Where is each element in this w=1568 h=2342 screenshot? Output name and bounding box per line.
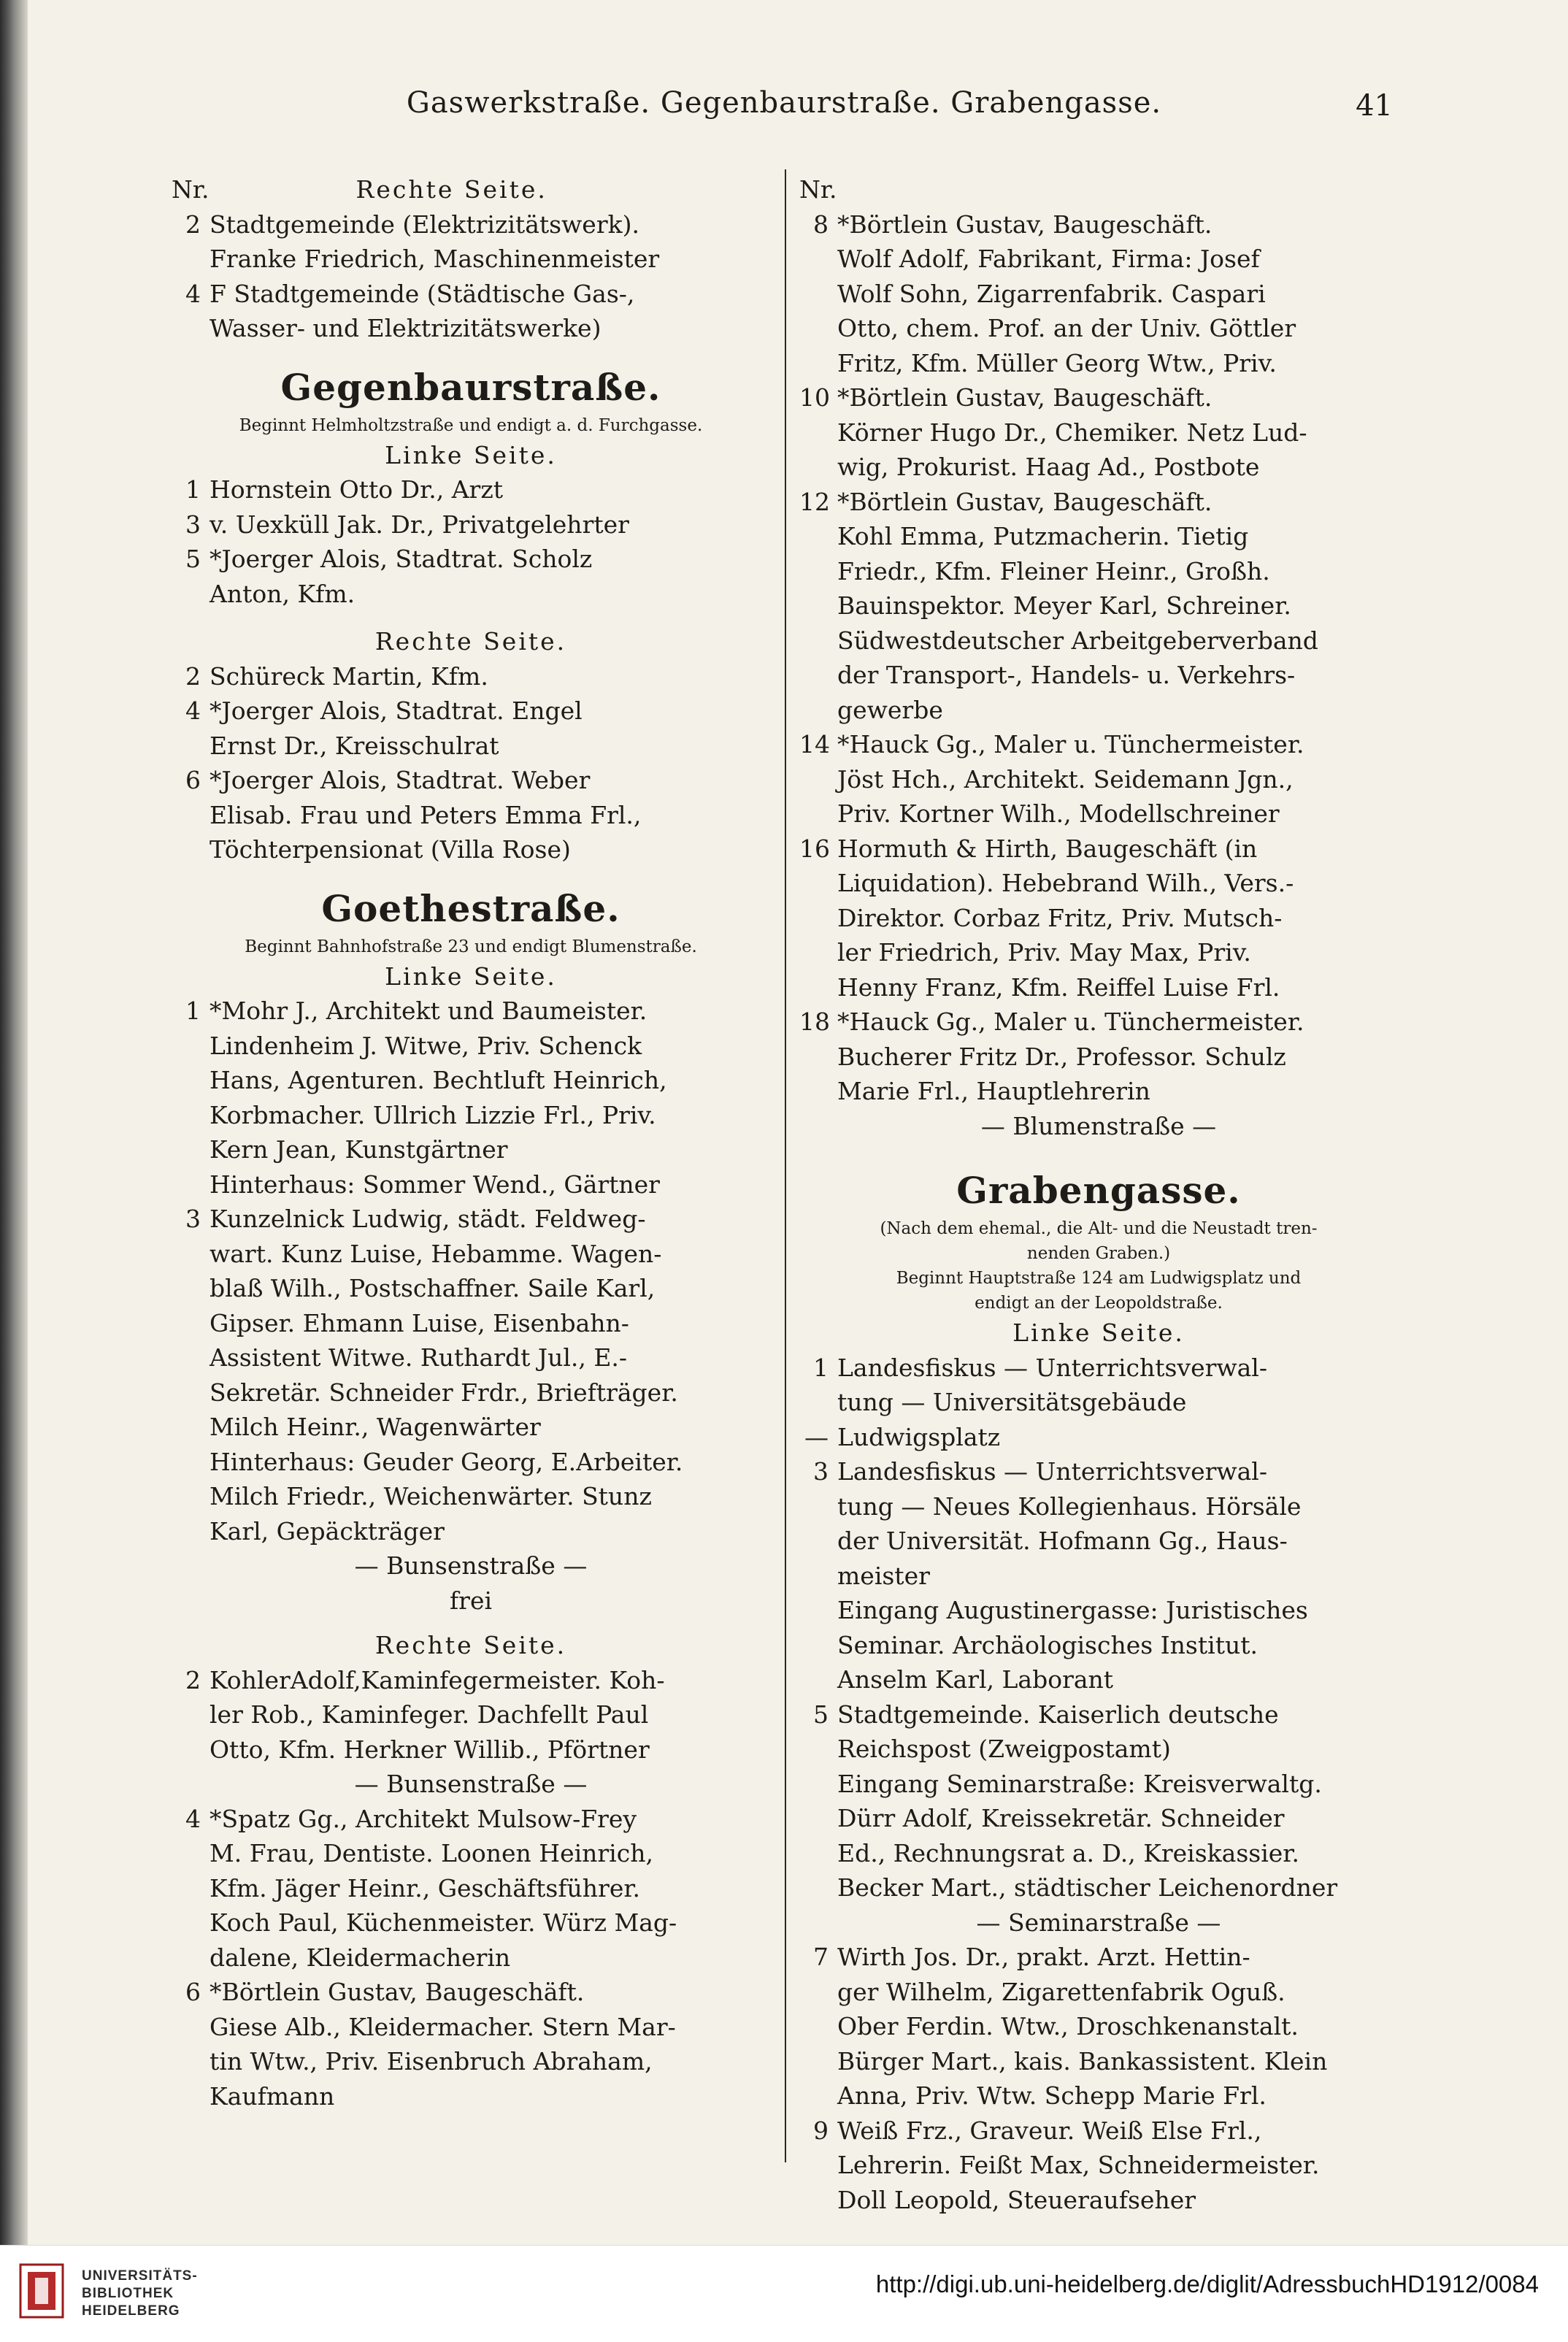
directory-entry-line <box>799 901 1398 936</box>
entry-text: Friedr., Kfm. Fleiner Heinr., Großh. <box>837 556 1270 586</box>
entry-text: Stadtgemeinde. Kaiserlich deutsche <box>837 1700 1279 1729</box>
entry-text: Hinterhaus: Sommer Wend., Gärtner <box>210 1170 660 1199</box>
directory-entry-line <box>172 1167 770 1202</box>
directory-entry-line <box>172 1132 770 1167</box>
directory-entry-line <box>172 1663 770 1698</box>
section-heading: Linke Seite. <box>1012 1318 1185 1347</box>
house-number: 5 <box>813 1700 829 1729</box>
house-number: 1 <box>813 1353 829 1382</box>
directory-entry-line <box>799 658 1398 693</box>
entry-text: *Hauck Gg., Maler u. Tünchermeister. <box>837 1007 1304 1036</box>
entry-text: Jöst Hch., Architekt. Seidemann Jgn., <box>837 764 1294 794</box>
house-number: 4 <box>185 1804 201 1833</box>
directory-entry-line <box>799 1628 1398 1663</box>
cross-street: — Bunsenstraße — <box>354 1551 588 1580</box>
entry-text: dalene, Kleidermacherin <box>210 1943 511 1972</box>
house-number: 6 <box>185 766 201 794</box>
directory-entry-line <box>799 519 1398 554</box>
directory-entry-line <box>799 796 1398 832</box>
directory-entry-line <box>799 970 1398 1005</box>
street-note: endigt an der Leopoldstraße. <box>975 1294 1223 1313</box>
entry-text: gewerbe <box>837 695 943 724</box>
entry-text: *Hauck Gg., Maler u. Tünchermeister. <box>837 730 1304 759</box>
entry-text: Lindenheim J. Witwe, Priv. Schenck <box>210 1031 642 1060</box>
directory-entry-line <box>799 2044 1398 2079</box>
directory-entry-line <box>172 1375 770 1410</box>
nr-label: Nr. <box>799 175 837 204</box>
directory-entry-line <box>799 1940 1398 1975</box>
entry-text: Ober Ferdin. Wtw., Droschkenanstalt. <box>837 2012 1299 2040</box>
entry-text: *Joerger Alois, Stadtrat. Weber <box>210 766 591 794</box>
directory-entry-line <box>799 2009 1398 2044</box>
directory-entry-line <box>172 577 770 612</box>
street-note: Beginnt Helmholtzstraße und endigt a. d. Furchgasse. <box>239 415 703 435</box>
entry-text: Reichspost (Zweigpostamt) <box>837 1735 1171 1763</box>
house-number: 10 <box>799 383 830 412</box>
directory-entry-line <box>799 1593 1398 1628</box>
entry-text: Wirth Jos. Dr., prakt. Arzt. Hettin- <box>837 1943 1250 1971</box>
directory-entry-line <box>172 1098 770 1133</box>
entry-text: ler Rob., Kaminfeger. Dachfellt Paul <box>210 1700 649 1729</box>
house-number: 7 <box>813 1943 829 1971</box>
entry-text: Kaufmann <box>210 2081 335 2111</box>
directory-entry-line <box>172 1802 770 1837</box>
free-lot: frei <box>449 1586 493 1615</box>
entry-text: tung — Neues Kollegienhaus. Hörsäle <box>837 1491 1302 1521</box>
entry-text: Kohl Emma, Putzmacherin. Tietig <box>837 522 1249 550</box>
entry-text: blaß Wilh., Postschaffner. Saile Karl, <box>210 1274 656 1302</box>
section-heading: Linke Seite. <box>385 440 557 469</box>
entry-text: *Börtlein Gustav, Baugeschäft. <box>837 383 1212 412</box>
directory-entry-line <box>172 1732 770 1767</box>
entry-text: Kern Jean, Kunstgärtner <box>210 1135 508 1164</box>
entry-text: *Spatz Gg., Architekt Mulsow-Frey <box>210 1804 637 1833</box>
directory-entry-line <box>799 1836 1398 1871</box>
directory-entry-line <box>172 2010 770 2045</box>
street-note: Beginnt Hauptstraße 124 am Ludwigsplatz und <box>896 1269 1302 1288</box>
entry-text: KohlerAdolf,Kaminfegermeister. Koh- <box>210 1665 665 1694</box>
entry-text: Anselm Karl, Laborant <box>837 1665 1114 1694</box>
entry-text: Becker Mart., städtischer Leichenordner <box>837 1873 1338 1902</box>
entry-text: Ernst Dr., Kreisschulrat <box>210 731 499 760</box>
entry-text: Direktor. Corbaz Fritz, Priv. Mutsch- <box>837 903 1283 932</box>
running-head: Gaswerkstraße. Gegenbaurstraße. Grabengasse. <box>406 86 1162 120</box>
house-number: 1 <box>185 997 201 1025</box>
entry-text: Wolf Adolf, Fabrikant, Firma: Josef <box>837 245 1260 273</box>
directory-entry-line <box>799 1489 1398 1524</box>
entry-text: Kfm. Jäger Heinr., Geschäftsführer. <box>210 1873 641 1903</box>
directory-entry-line <box>172 1271 770 1306</box>
entry-text: M. Frau, Dentiste. Loonen Heinrich, <box>210 1839 653 1867</box>
entry-text: *Joerger Alois, Stadtrat. Engel <box>210 696 583 725</box>
entry-text: Priv. Kortner Wilh., Modellschreiner <box>837 799 1280 828</box>
street-title: Grabengasse. <box>956 1169 1241 1212</box>
directory-entry-line <box>799 242 1398 277</box>
directory-entry-line <box>172 207 770 242</box>
directory-entry-line <box>172 763 770 798</box>
entry-text: Bucherer Fritz Dr., Professor. Schulz <box>837 1042 1286 1071</box>
directory-entry-line <box>799 380 1398 415</box>
directory-entry-line <box>172 1029 770 1064</box>
entry-text: Lehrerin. Feißt Max, Schneidermeister. <box>837 2151 1320 2179</box>
book-spine-edge <box>0 0 28 2341</box>
house-number: 2 <box>185 661 201 691</box>
house-number: 6 <box>185 1978 201 2006</box>
entry-text: Koch Paul, Küchenmeister. Würz Mag- <box>210 1908 677 1937</box>
entry-text: Anna, Priv. Wtw. Schepp Marie Frl. <box>837 2081 1267 2110</box>
directory-entry-line <box>172 1514 770 1549</box>
entry-text: Marie Frl., Hauptlehrerin <box>837 1077 1150 1105</box>
entry-text: Henny Franz, Kfm. Reiffel Luise Frl. <box>837 972 1280 1002</box>
entry-text: Sekretär. Schneider Frdr., Briefträger. <box>210 1378 678 1407</box>
section-heading: Rechte Seite. <box>356 175 547 204</box>
house-number: 5 <box>185 545 201 573</box>
house-number: 9 <box>813 2116 829 2145</box>
directory-entry-line <box>172 1445 770 1480</box>
cross-street: — Seminarstraße — <box>976 1908 1221 1937</box>
entry-text: Hormuth & Hirth, Baugeschäft (in <box>837 834 1258 863</box>
entry-text: v. Uexküll Jak. Dr., Privatgelehrter <box>210 510 629 539</box>
entry-text: Eingang Augustinergasse: Juristisches <box>837 1596 1308 1624</box>
left-column-header <box>172 172 770 207</box>
directory-entry-line <box>799 866 1398 901</box>
entry-text: Giese Alb., Kleidermacher. Stern Mar- <box>210 2012 676 2041</box>
section-heading: Rechte Seite. <box>374 1631 567 1659</box>
house-number: 18 <box>799 1007 830 1036</box>
directory-entry-line <box>172 1306 770 1341</box>
directory-entry-line <box>172 994 770 1029</box>
directory-entry-line <box>799 2078 1398 2113</box>
directory-entry-line <box>172 832 770 867</box>
entry-text: Milch Heinr., Wagenwärter <box>210 1413 541 1441</box>
entry-text: Südwestdeutscher Arbeitgeberverband <box>837 626 1318 655</box>
graben-lines-b <box>799 1940 1398 2217</box>
entry-text: *Joerger Alois, Stadtrat. Scholz <box>210 545 593 573</box>
directory-entry-line <box>172 1410 770 1445</box>
entry-text: Ludwigsplatz <box>837 1422 1001 1451</box>
entry-text: Landesfiskus — Unterrichtsverwal- <box>837 1457 1268 1486</box>
directory-entry-line <box>172 1202 770 1237</box>
directory-entry-line <box>172 2044 770 2079</box>
entry-text: Eingang Seminarstraße: Kreisverwaltg. <box>837 1769 1322 1798</box>
entry-text: *Börtlein Gustav, Baugeschäft. <box>837 487 1212 516</box>
directory-entry-line <box>799 935 1398 970</box>
directory-entry-line <box>172 798 770 833</box>
directory-entry-line <box>799 207 1398 242</box>
directory-entry-line <box>799 623 1398 659</box>
directory-entry-line <box>172 729 770 764</box>
directory-entry-line <box>172 472 770 507</box>
house-number: 8 <box>813 210 829 239</box>
house-number: 3 <box>813 1457 829 1486</box>
source-url-link[interactable]: http://digi.ub.uni-heidelberg.de/diglit/AdressbuchHD1912/0084 <box>875 2270 1539 2297</box>
entry-text: Landesfiskus — Unterrichtsverwal- <box>837 1353 1268 1382</box>
directory-entry-line <box>799 727 1398 762</box>
entry-text: meister <box>837 1561 930 1590</box>
directory-entry-line <box>799 1074 1398 1109</box>
entry-text: Körner Hugo Dr., Chemiker. Netz Lud- <box>837 418 1307 447</box>
page-number: 41 <box>1356 89 1393 123</box>
cross-street: — Blumenstraße — <box>980 1111 1217 1140</box>
entry-text: Elisab. Frau und Peters Emma Frl., <box>210 800 642 829</box>
house-number: 14 <box>799 730 830 759</box>
column-divider <box>785 169 786 2162</box>
entry-text: Otto, Kfm. Herkner Willib., Pförtner <box>210 1735 650 1764</box>
entry-text: Anton, Kfm. <box>210 579 356 608</box>
house-number: 12 <box>799 487 830 516</box>
entry-text: wart. Kunz Luise, Hebamme. Wagen- <box>210 1239 662 1268</box>
directory-entry-line <box>172 311 770 346</box>
footer-bar <box>0 2245 1568 2342</box>
directory-entry-line <box>172 277 770 312</box>
right-column-header <box>799 172 1398 207</box>
house-number: 2 <box>185 210 201 239</box>
directory-entry-line <box>172 542 770 577</box>
directory-entry-line <box>799 1975 1398 2010</box>
entry-text: Hinterhaus: Geuder Georg, E.Arbeiter. <box>210 1447 683 1476</box>
entry-text: Doll Leopold, Steueraufseher <box>837 2185 1196 2214</box>
entry-text: Wolf Sohn, Zigarrenfabrik. Caspari <box>837 279 1266 308</box>
directory-entry-line <box>799 832 1398 867</box>
directory-entry-line <box>799 1662 1398 1697</box>
entry-text: tung — Universitätsgebäude <box>837 1388 1187 1416</box>
directory-entry-line <box>799 346 1398 381</box>
house-number: 1 <box>185 475 201 504</box>
directory-entry-line <box>799 485 1398 520</box>
graben-lines-a <box>799 1351 1398 1905</box>
entry-text: *Börtlein Gustav, Baugeschäft. <box>210 1978 585 2006</box>
directory-entry-line <box>799 693 1398 728</box>
cross-street: — Bunsenstraße — <box>354 1770 588 1798</box>
directory-entry-line <box>799 415 1398 450</box>
directory-entry-line <box>799 1870 1398 1905</box>
directory-entry-line <box>172 1697 770 1732</box>
entry-text: Otto, chem. Prof. an der Univ. Göttler <box>837 314 1296 342</box>
directory-entry-line <box>799 1005 1398 1040</box>
entry-text: Assistent Witwe. Ruthardt Jul., E.- <box>210 1343 628 1372</box>
left-column <box>172 172 770 2113</box>
directory-entry-line <box>799 1697 1398 1732</box>
entry-text: Weiß Frz., Graveur. Weiß Else Frl., <box>837 2116 1262 2145</box>
directory-entry-line <box>799 1767 1398 1802</box>
page-header <box>0 86 1568 130</box>
house-number: 4 <box>185 696 201 725</box>
entry-text: Gipser. Ehmann Luise, Eisenbahn- <box>210 1308 629 1337</box>
entry-text: wig, Prokurist. Haag Ad., Postbote <box>837 453 1260 481</box>
house-number: — <box>804 1422 829 1451</box>
entry-text: Kunzelnick Ludwig, städt. Feldweg- <box>210 1205 646 1233</box>
entry-text: Schüreck Martin, Kfm. <box>210 661 488 691</box>
directory-entry-line <box>172 1479 770 1514</box>
section-heading: Rechte Seite. <box>374 627 567 656</box>
directory-entry-line <box>799 1559 1398 1594</box>
directory-entry-line <box>799 311 1398 346</box>
entry-text: der Universität. Hofmann Gg., Haus- <box>837 1527 1288 1555</box>
street-title: Goethestraße. <box>321 886 620 930</box>
entry-text: F Stadtgemeinde (Städtische Gas-, <box>210 279 635 308</box>
directory-entry-line <box>799 762 1398 797</box>
goethe-continued-lines <box>799 207 1398 1109</box>
directory-entry-line <box>799 588 1398 623</box>
directory-entry-line <box>799 2183 1398 2218</box>
directory-entry-line <box>799 554 1398 589</box>
goethe-right-lines-2 <box>172 1802 770 2114</box>
entry-text: Milch Friedr., Weichenwärter. Stunz <box>210 1482 652 1510</box>
goethe-right-lines <box>172 1663 770 1767</box>
house-number: 4 <box>185 279 201 308</box>
goethe-left-lines <box>172 994 770 1548</box>
directory-entry-line <box>172 1063 770 1098</box>
nr-label: Nr. <box>172 175 210 204</box>
street-note: nenden Graben.) <box>1026 1244 1171 1263</box>
directory-entry-line <box>799 1385 1398 1420</box>
house-number: 2 <box>185 1665 201 1694</box>
directory-entry-line <box>799 1040 1398 1075</box>
directory-entry-line <box>799 1351 1398 1386</box>
street-note: Beginnt Bahnhofstraße 23 und endigt Blumenstraße. <box>245 937 697 956</box>
entry-text: Seminar. Archäologisches Institut. <box>837 1630 1258 1659</box>
right-column <box>799 172 1398 2217</box>
street-note: (Nach dem ehemal., die Alt- und die Neustadt tren- <box>880 1219 1318 1238</box>
gegenbaur-left-lines <box>172 472 770 611</box>
section-heading: Linke Seite. <box>385 961 557 991</box>
directory-entry-line <box>172 242 770 277</box>
entry-text: Liquidation). Hebebrand Wilh., Vers.- <box>837 869 1294 897</box>
directory-entry-line <box>172 694 770 729</box>
gaswerk-lines <box>172 207 770 346</box>
university-seal-icon <box>18 2262 66 2320</box>
house-number: 16 <box>799 834 830 863</box>
directory-entry-line <box>172 1940 770 1976</box>
entry-text: tin Wtw., Priv. Eisenbruch Abraham, <box>210 2047 653 2076</box>
directory-entry-line <box>172 507 770 542</box>
house-number: 3 <box>185 1205 201 1233</box>
entry-text: *Börtlein Gustav, Baugeschäft. <box>837 210 1212 239</box>
entry-text: Dürr Adolf, Kreissekretär. Schneider <box>837 1804 1285 1832</box>
street-title: Gegenbaurstraße. <box>280 365 661 409</box>
directory-entry-line <box>799 450 1398 485</box>
directory-entry-line <box>799 2113 1398 2149</box>
entry-text: Ed., Rechnungsrat a. D., Kreiskassier. <box>837 1838 1299 1867</box>
directory-entry-line <box>799 277 1398 312</box>
entry-text: Töchterpensionat (Villa Rose) <box>210 835 571 864</box>
directory-entry-line <box>172 1340 770 1375</box>
entry-text: Fritz, Kfm. Müller Georg Wtw., Priv. <box>837 348 1277 377</box>
entry-text: Franke Friedrich, Maschinenmeister <box>210 245 660 273</box>
entry-text: Bürger Mart., kais. Bankassistent. Klein <box>837 2046 1328 2076</box>
directory-entry-line <box>799 1732 1398 1767</box>
directory-entry-line <box>172 1905 770 1940</box>
directory-entry-line <box>799 2148 1398 2183</box>
entry-text: Bauinspektor. Meyer Karl, Schreiner. <box>837 591 1291 620</box>
directory-entry-line <box>799 1454 1398 1489</box>
entry-text: Hornstein Otto Dr., Arzt <box>210 475 503 504</box>
directory-entry-line <box>172 1975 770 2010</box>
house-number: 3 <box>185 510 201 539</box>
entry-text: ler Friedrich, Priv. May Max, Priv. <box>837 938 1251 967</box>
directory-entry-line <box>172 1871 770 1906</box>
entry-text: Wasser- und Elektrizitätswerke) <box>210 314 602 342</box>
entry-text: Stadtgemeinde (Elektrizitätswerk). <box>210 210 639 239</box>
directory-entry-line <box>799 1420 1398 1455</box>
directory-entry-line <box>172 1237 770 1272</box>
entry-text: Hans, Agenturen. Bechtluft Heinrich, <box>210 1066 667 1094</box>
entry-text: *Mohr J., Architekt und Baumeister. <box>210 997 647 1025</box>
directory-entry-line <box>172 2079 770 2114</box>
entry-text: ger Wilhelm, Zigarettenfabrik Oguß. <box>837 1977 1285 2006</box>
gegenbaur-right-lines <box>172 659 770 867</box>
directory-entry-line <box>172 659 770 694</box>
directory-entry-line <box>799 1801 1398 1836</box>
library-name: UNIVERSITÄTS- BIBLIOTHEK HEIDELBERG <box>82 2268 198 2319</box>
entry-text: Karl, Gepäckträger <box>210 1516 445 1546</box>
directory-entry-line <box>172 1836 770 1871</box>
entry-text: Korbmacher. Ullrich Lizzie Frl., Priv. <box>210 1100 656 1129</box>
entry-text: der Transport-, Handels- u. Verkehrs- <box>837 661 1296 689</box>
directory-entry-line <box>799 1524 1398 1559</box>
